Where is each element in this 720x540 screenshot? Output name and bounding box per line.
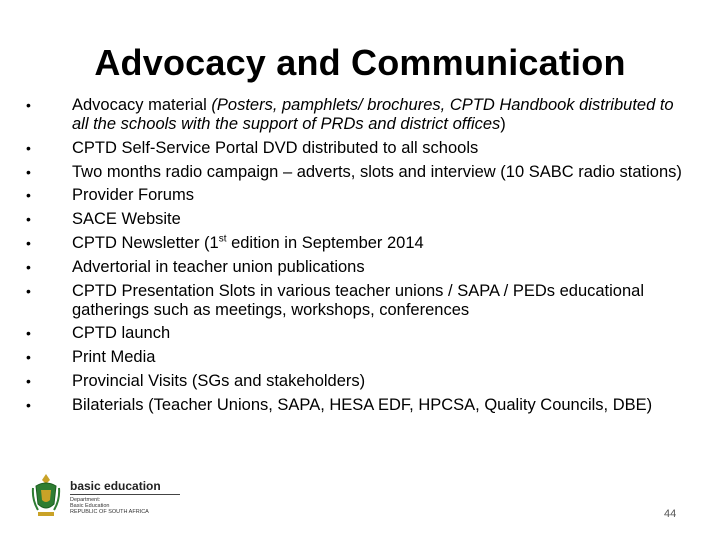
list-item: • CPTD Newsletter (1st edition in September 2014 [26, 233, 424, 252]
list-item: • Provincial Visits (SGs and stakeholders) [26, 371, 366, 390]
list-item: • CPTD Self-Service Portal DVD distributed to all schools [26, 138, 479, 157]
list-item: • Provider Forums [26, 186, 194, 205]
list-item: • Advertorial in teacher union publications [26, 257, 365, 276]
slide-title: Advocacy and Communication [94, 42, 626, 83]
list-item: • Two months radio campaign – adverts, slots and interview (10 SABC radio stations) [26, 162, 682, 181]
list-item: • Advocacy material (Posters, pamphlets/ brochures, CPTD Handbook distributed to all the schools with the support of PRDs and district offices) [26, 96, 674, 133]
page-number: 44 [664, 508, 677, 520]
bullet-list [26, 96, 686, 420]
coat-of-arms-icon [30, 470, 62, 518]
list-item: • CPTD Presentation Slots in various teacher unions / SAPA / PEDs educational gatherings such as meetings, workshops, conferences [26, 281, 644, 319]
logo-divider [70, 494, 180, 495]
list-item: • Bilaterials (Teacher Unions, SAPA, HESA EDF, HPCSA, Quality Councils, DBE) [26, 395, 653, 414]
list-item: • CPTD launch [26, 324, 171, 343]
logo-line-3: REPUBLIC OF SOUTH AFRICA [70, 509, 149, 515]
logo-line-1: Department: [70, 497, 101, 503]
list-item: • SACE Website [26, 210, 181, 229]
department-logo [30, 470, 220, 520]
logo-line-2: Basic Education [70, 503, 110, 509]
logo-title: basic education [70, 479, 161, 493]
list-item: • Print Media [26, 348, 156, 367]
